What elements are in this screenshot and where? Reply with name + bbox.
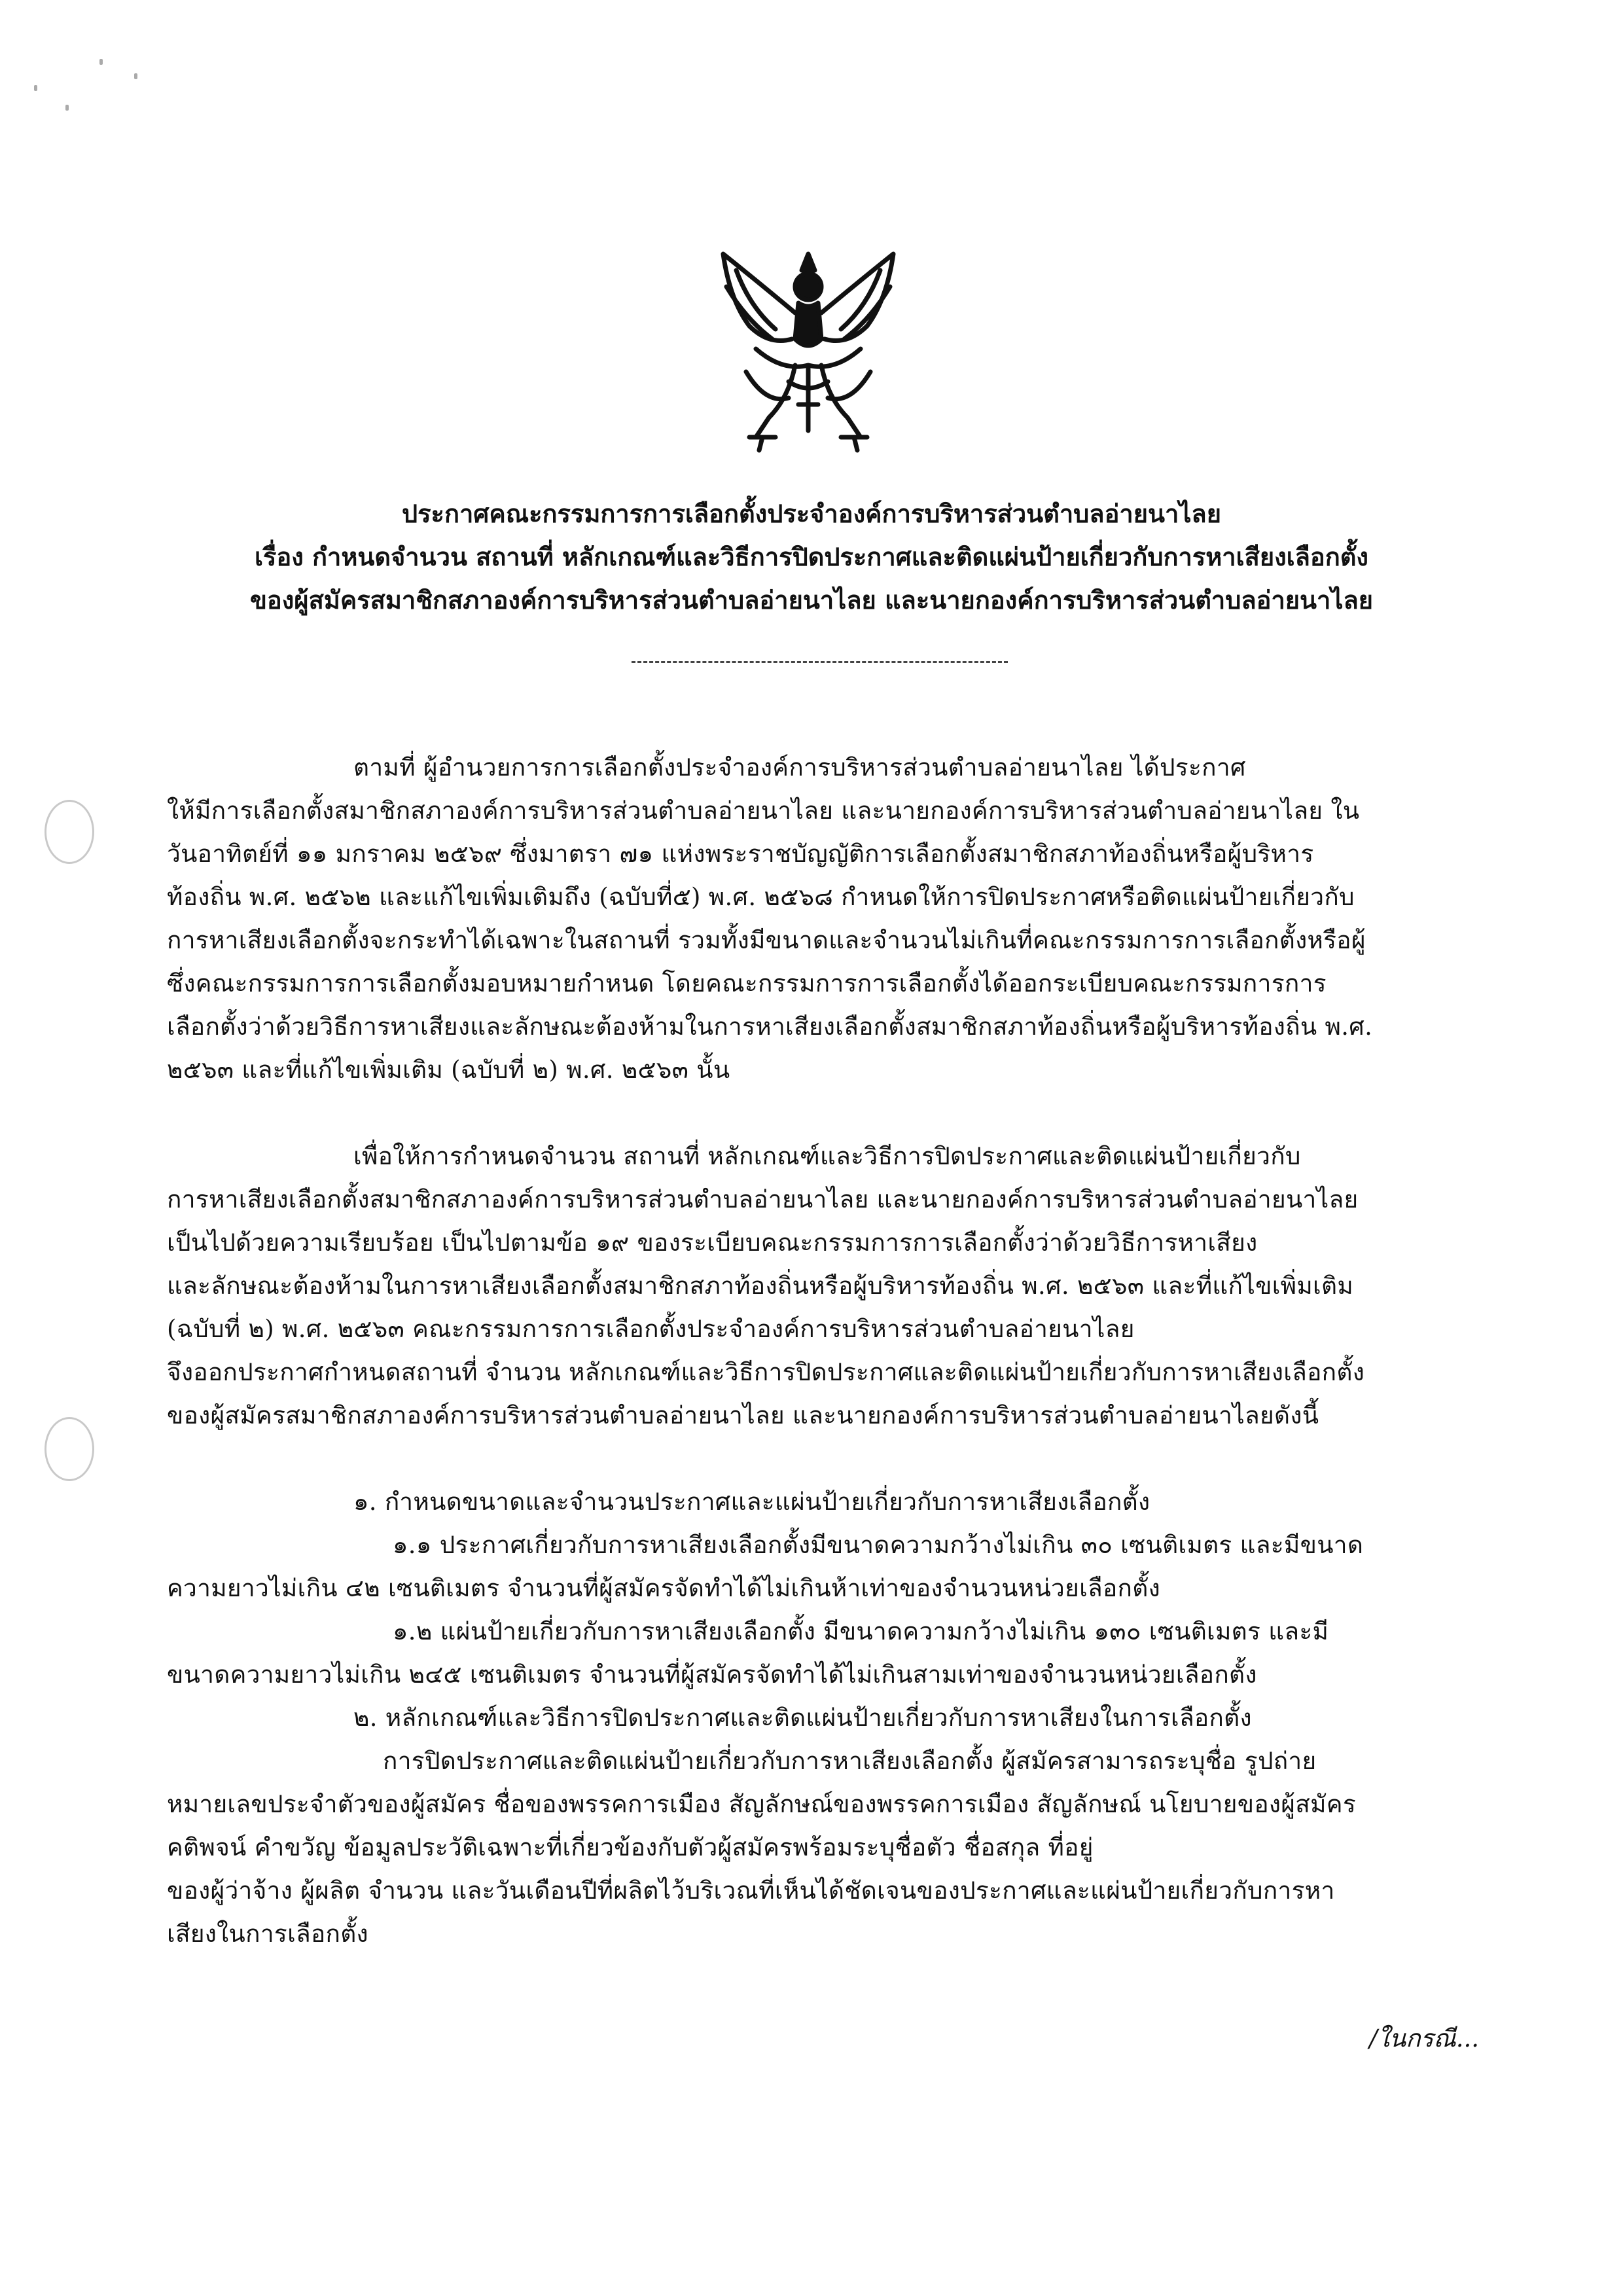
continued-marker: /ในกรณี...: [1369, 2024, 1479, 2053]
text-line: [167, 1092, 1479, 1135]
text-line: จึงออกประกาศกำหนดสถานที่ จำนวน หลักเกณฑ์และวิธีการปิดประกาศและติดแผ่นป้ายเกี่ยวกับการหาเสียงเลือกตั้ง: [167, 1358, 1365, 1386]
text-line: เลือกตั้งว่าด้วยวิธีการหาเสียงและลักษณะต้องห้ามในการหาเสียงเลือกตั้งสมาชิกสภาท้องถิ่นหรือผู้บริหารท้องถิ่น พ.ศ.: [167, 1013, 1373, 1041]
announcement-title: ประกาศคณะกรรมการการเลือกตั้งประจำองค์การบริหารส่วนตำบลอ่ายนาไลย: [402, 499, 1221, 528]
scan-speck: [99, 59, 103, 65]
text-line: การหาเสียงเลือกตั้งสมาชิกสภาองค์การบริหารส่วนตำบลอ่ายนาไลย และนายกองค์การบริหารส่วนตำบลอ่ายนาไลย: [167, 1185, 1359, 1213]
text-line: เป็นไปด้วยความเรียบร้อย เป็นไปตามข้อ ๑๙ ของระเบียบคณะกรรมการการเลือกตั้งว่าด้วยวิธีการหาเสียง: [167, 1229, 1258, 1257]
divider: [632, 661, 1008, 663]
text-line: (ฉบับที่ ๒) พ.ศ. ๒๕๖๓ คณะกรรมการการเลือกตั้งประจำองค์การบริหารส่วนตำบลอ่ายนาไลย: [167, 1315, 1135, 1343]
item-heading: ๑. กำหนดขนาดและจำนวนประกาศและแผ่นป้ายเกี่ยวกับการหาเสียงเลือกตั้ง: [353, 1488, 1150, 1516]
text-line: เสียงในการเลือกตั้ง: [167, 1920, 368, 1948]
text-line: การปิดประกาศและติดแผ่นป้ายเกี่ยวกับการหาเสียงเลือกตั้ง ผู้สมัครสามารถระบุชื่อ รูปถ่าย: [383, 1747, 1317, 1775]
numbered-items: [167, 1480, 1479, 1956]
sub-item: ๑.๑ ประกาศเกี่ยวกับการหาเสียงเลือกตั้งมีขนาดความกว้างไม่เกิน ๓๐ เซนติเมตร และมีขนาด: [393, 1531, 1364, 1559]
text-line: [167, 1437, 1479, 1480]
garuda-emblem-icon: [710, 241, 906, 457]
paragraph-1: [167, 746, 1479, 1135]
text-line: การหาเสียงเลือกตั้งจะกระทำได้เฉพาะในสถานที่ รวมทั้งมีขนาดและจำนวนไม่เกินที่คณะกรรมการการเลือกตั้งหรือผู้: [167, 926, 1366, 954]
sub-item: ๑.๒ แผ่นป้ายเกี่ยวกับการหาเสียงเลือกตั้ง มีขนาดความกว้างไม่เกิน ๑๓๐ เซนติเมตร และมี: [393, 1617, 1329, 1645]
text-line: ของผู้ว่าจ้าง ผู้ผลิต จำนวน และวันเดือนปีที่ผลิตไว้บริเวณที่เห็นได้ชัดเจนของประกาศและแผ่นป้ายเกี่ยวกับการหา: [167, 1876, 1335, 1905]
scan-speck: [34, 85, 37, 91]
text-line: ตามที่ ผู้อำนวยการการเลือกตั้งประจำองค์การบริหารส่วนตำบลอ่ายนาไลย ได้ประกาศ: [353, 753, 1246, 781]
paragraph-2: [167, 1135, 1479, 1480]
item-heading: ๒. หลักเกณฑ์และวิธีการปิดประกาศและติดแผ่นป้ายเกี่ยวกับการหาเสียงในการเลือกตั้ง: [353, 1704, 1252, 1732]
punch-hole: [45, 1417, 94, 1481]
subject-line-2: ของผู้สมัครสมาชิกสภาองค์การบริหารส่วนตำบลอ่ายนาไลย และนายกองค์การบริหารส่วนตำบลอ่ายนาไลย: [249, 585, 1374, 615]
sub-item-continuation: ความยาวไม่เกิน ๔๒ เซนติเมตร จำนวนที่ผู้สมัครจัดทำได้ไม่เกินห้าเท่าของจำนวนหน่วยเลือกตั้ง: [167, 1574, 1160, 1602]
text-line: ท้องถิ่น พ.ศ. ๒๕๖๒ และแก้ไขเพิ่มเติมถึง (ฉบับที่๕) พ.ศ. ๒๕๖๘ กำหนดให้การปิดประกาศหรือติดแผ่นป้ายเกี่ยวกับ: [167, 883, 1355, 911]
text-line: หมายเลขประจำตัวของผู้สมัคร ชื่อของพรรคการเมือง สัญลักษณ์ของพรรคการเมือง สัญลักษณ์ นโยบายของผู้สมัคร: [167, 1790, 1357, 1818]
sub-item-continuation: ขนาดความยาวไม่เกิน ๒๔๕ เซนติเมตร จำนวนที่ผู้สมัครจัดทำได้ไม่เกินสามเท่าของจำนวนหน่วยเลือกตั้ง: [167, 1660, 1257, 1689]
text-line: และลักษณะต้องห้ามในการหาเสียงเลือกตั้งสมาชิกสภาท้องถิ่นหรือผู้บริหารท้องถิ่น พ.ศ. ๒๕๖๓ และที่แก้ไขเพิ่มเติม: [167, 1272, 1354, 1300]
text-line: ๒๕๖๓ และที่แก้ไขเพิ่มเติม (ฉบับที่ ๒) พ.ศ. ๒๕๖๓ นั้น: [167, 1056, 730, 1084]
punch-hole: [45, 800, 94, 864]
text-line: วันอาทิตย์ที่ ๑๑ มกราคม ๒๕๖๙ ซึ่งมาตรา ๗๑ แห่งพระราชบัญญัติการเลือกตั้งสมาชิกสภาท้องถิ่นหรือผู้บริหาร: [167, 840, 1314, 868]
subject-line: เรื่อง กำหนดจำนวน สถานที่ หลักเกณฑ์และวิธีการปิดประกาศและติดแผ่นป้ายเกี่ยวกับการหาเสียงเลือกตั้ง: [254, 542, 1368, 571]
text-line: ของผู้สมัครสมาชิกสภาองค์การบริหารส่วนตำบลอ่ายนาไลย และนายกองค์การบริหารส่วนตำบลอ่ายนาไลยดังนี้: [167, 1401, 1319, 1429]
text-line: คติพจน์ คำขวัญ ข้อมูลประวัติเฉพาะที่เกี่ยวข้องกับตัวผู้สมัครพร้อมระบุชื่อตัว ชื่อสกุล ที่อยู่: [167, 1833, 1094, 1861]
text-line: ซึ่งคณะกรรมการการเลือกตั้งมอบหมายกำหนด โดยคณะกรรมการการเลือกตั้งได้ออกระเบียบคณะกรรมการการ: [167, 969, 1327, 997]
scan-speck: [65, 105, 69, 111]
text-line: ให้มีการเลือกตั้งสมาชิกสภาองค์การบริหารส่วนตำบลอ่ายนาไลย และนายกองค์การบริหารส่วนตำบลอ่ายนาไลย ใน: [167, 797, 1360, 825]
text-line: เพื่อให้การกำหนดจำนวน สถานที่ หลักเกณฑ์และวิธีการปิดประกาศและติดแผ่นป้ายเกี่ยวกับ: [353, 1142, 1301, 1170]
scan-speck: [134, 73, 137, 79]
